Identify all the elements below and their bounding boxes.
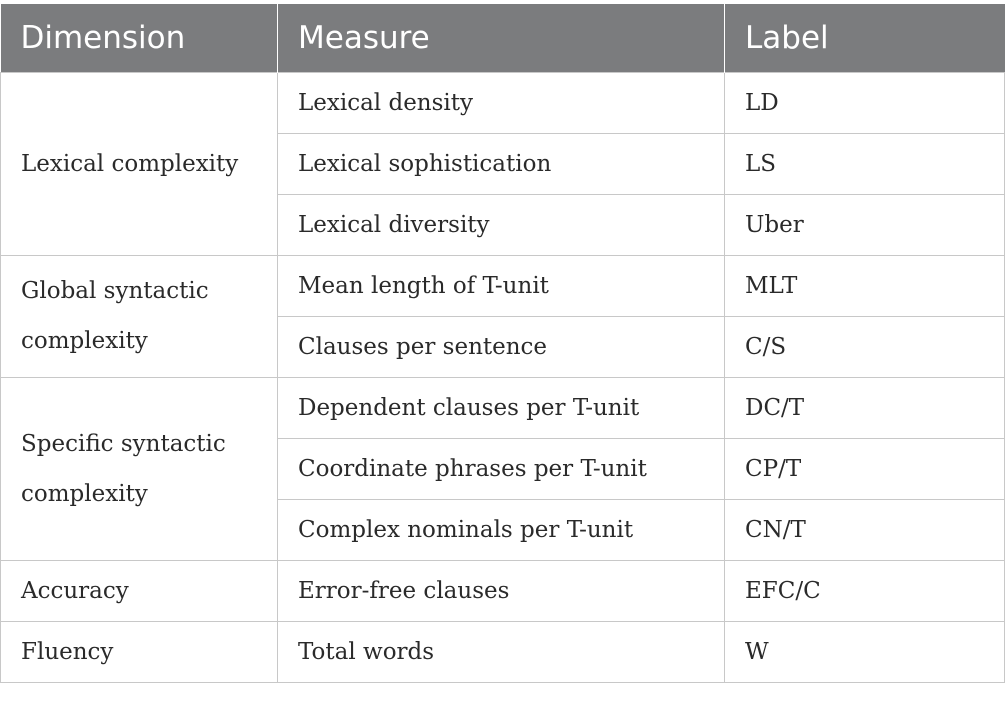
table-row [1,560,1005,621]
table-row [1,255,1005,316]
label-cell: DC/T [725,377,1005,438]
label-cell: CP/T [725,438,1005,499]
measure-cell: Coordinate phrases per T-unit [278,438,725,499]
table-row [1,377,1005,438]
measure-cell: Mean length of T-unit [278,255,725,316]
dimension-global-syntactic-complexity [1,255,278,377]
label-cell: LS [725,133,1005,194]
label-cell: EFC/C [725,560,1005,621]
label-cell: CN/T [725,499,1005,560]
measure-cell: Error-free clauses [278,560,725,621]
header-label: Label [725,4,1005,72]
label-cell: Uber [725,194,1005,255]
header-measure: Measure [278,4,725,72]
table-body [1,72,1005,682]
measure-cell: Lexical sophistication [278,133,725,194]
label-cell: C/S [725,316,1005,377]
dimension-line: complexity [21,328,148,354]
dimension-line: Specific syntactic [21,430,226,457]
label-cell: W [725,621,1005,682]
header-row [1,4,1005,72]
measure-cell: Total words [278,621,725,682]
table-header [1,4,1005,72]
dimension-lexical-complexity: Lexical complexity [1,72,278,255]
measure-cell: Dependent clauses per T-unit [278,377,725,438]
header-dimension: Dimension [1,4,278,72]
table-row [1,621,1005,682]
dimension-line: complexity [21,480,148,507]
dimension-fluency: Fluency [1,621,278,682]
measure-cell: Clauses per sentence [278,316,725,377]
dimension-accuracy: Accuracy [1,560,278,621]
measures-table [0,4,1005,683]
table-row [1,72,1005,133]
measure-cell: Complex nominals per T-unit [278,499,725,560]
measure-cell: Lexical density [278,72,725,133]
dimension-specific-syntactic-complexity [1,377,278,560]
label-cell: LD [725,72,1005,133]
measure-cell: Lexical diversity [278,194,725,255]
label-cell: MLT [725,255,1005,316]
dimension-line: Global syntactic [21,278,209,304]
